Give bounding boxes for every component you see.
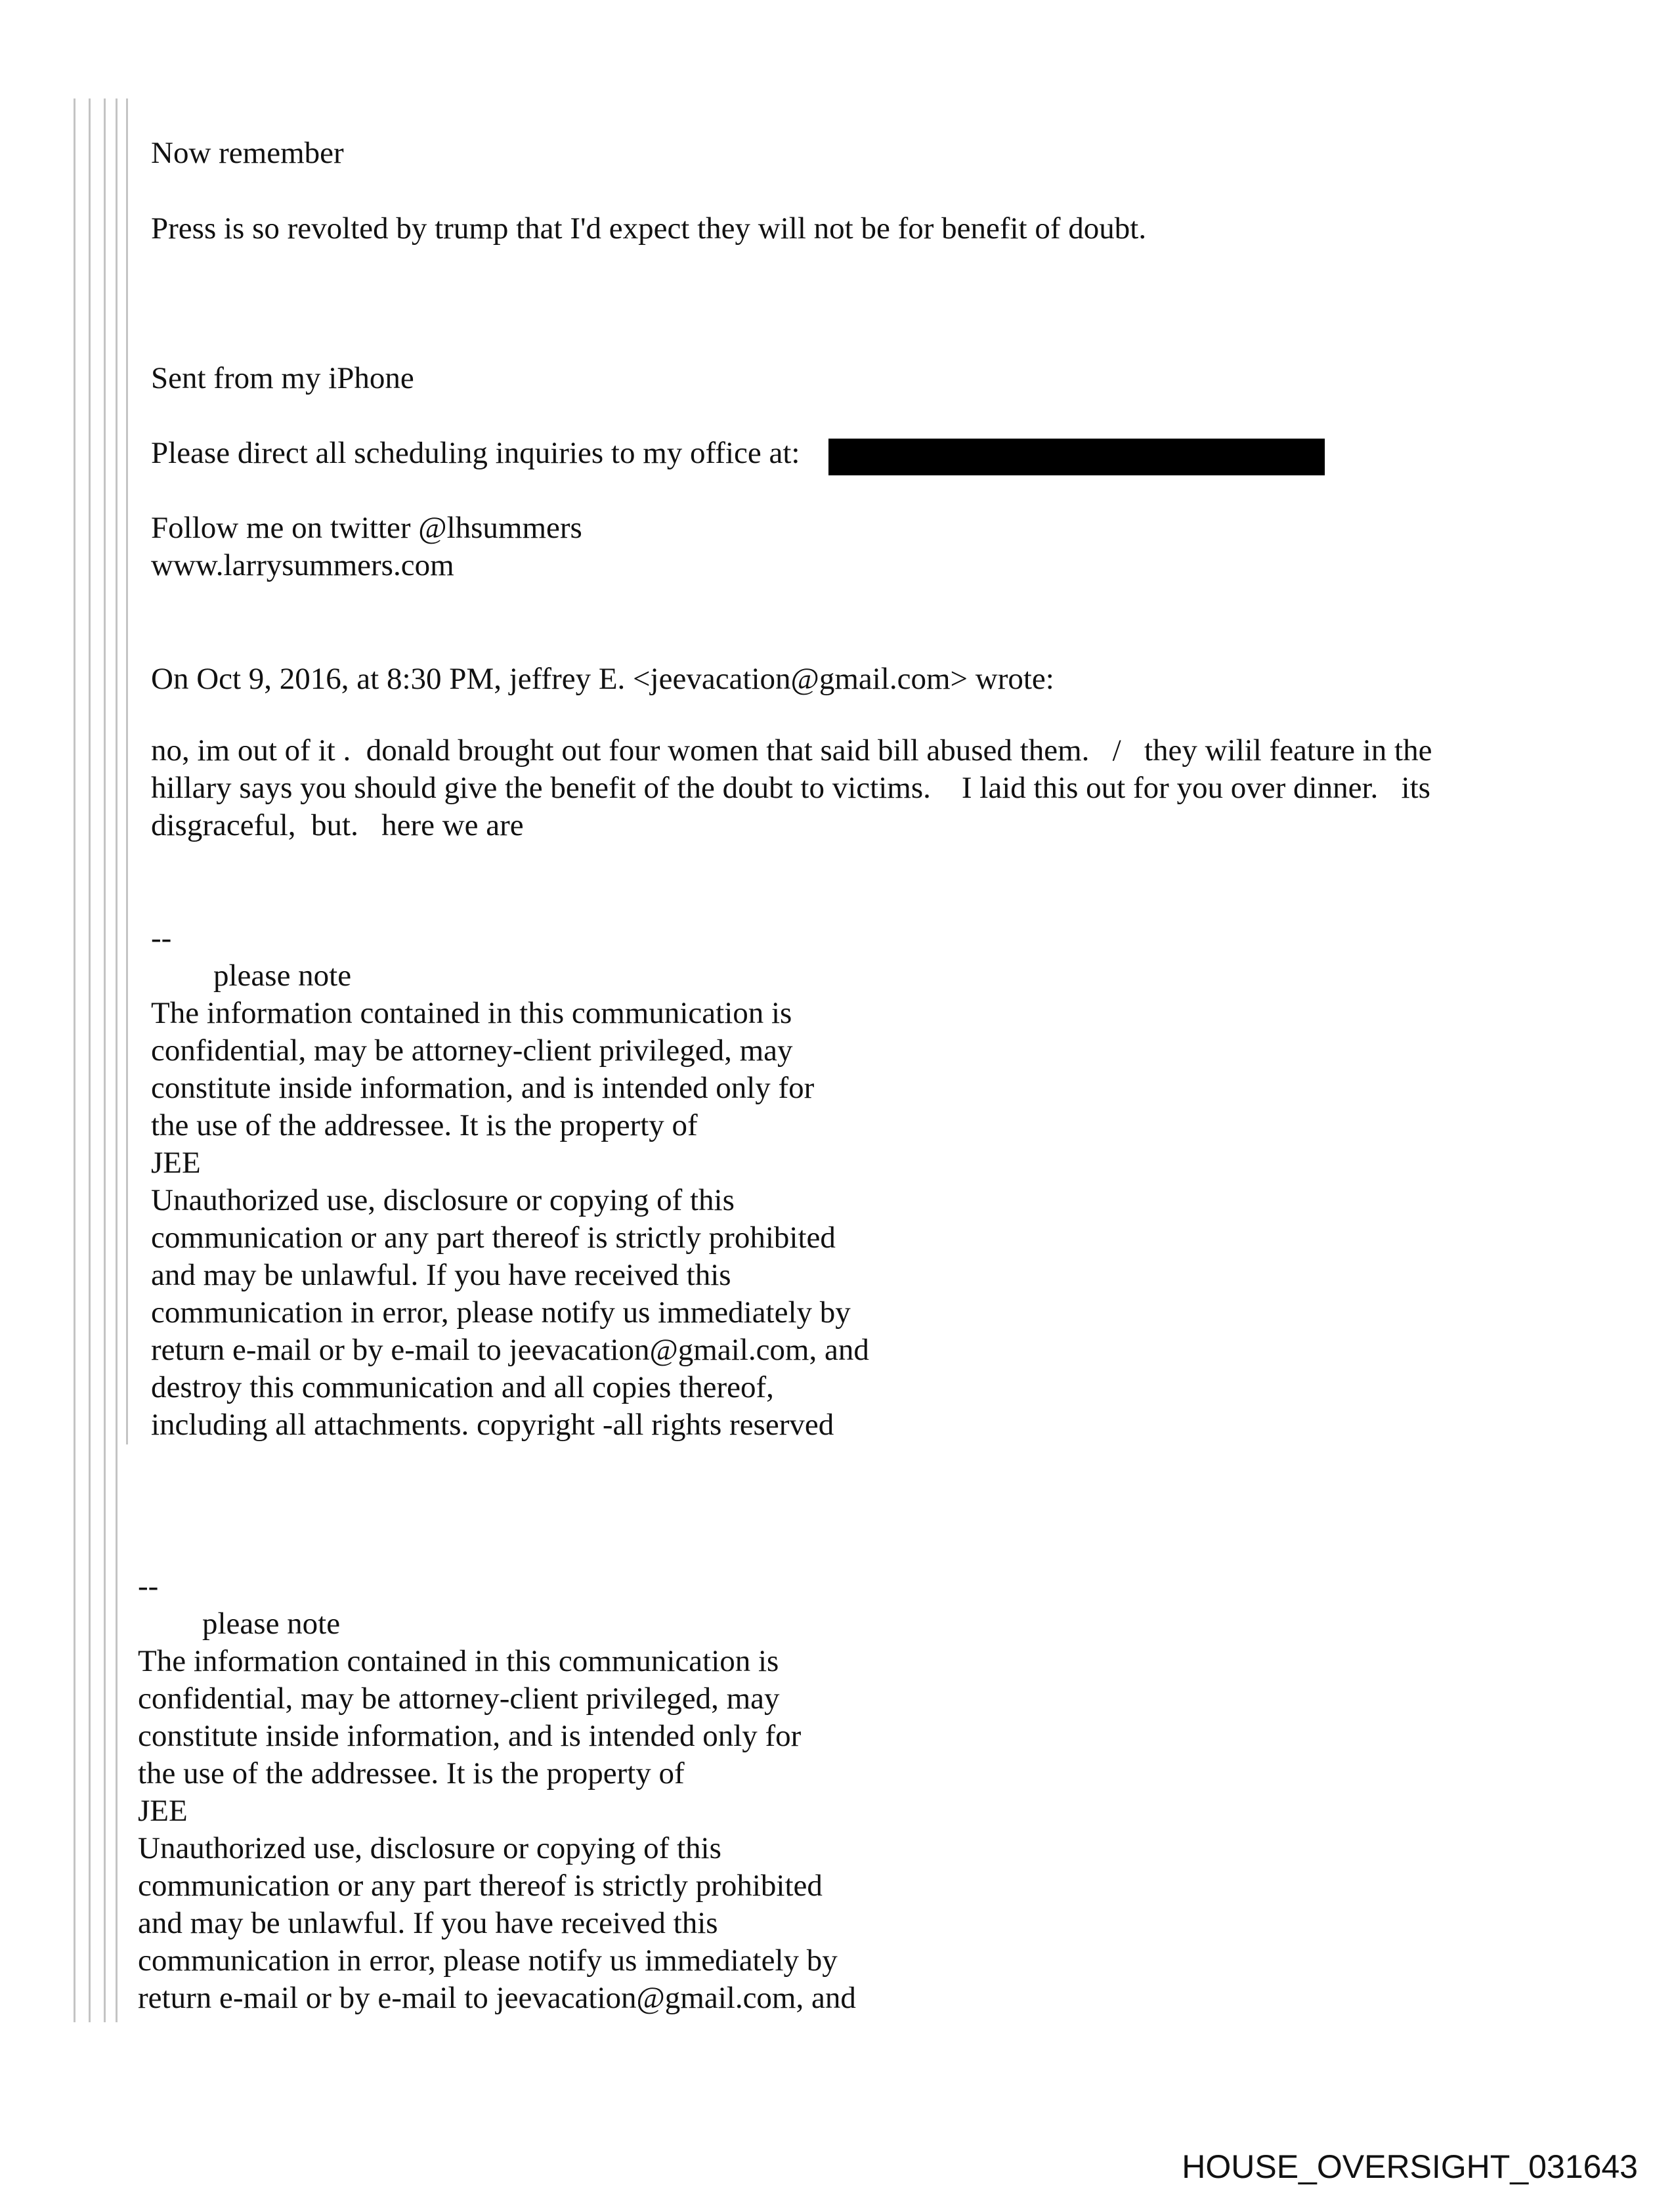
disclaimer-line: and may be unlawful. If you have received this <box>138 1906 718 1940</box>
quote-bar <box>74 98 75 2022</box>
disclaimer-line: the use of the addressee. It is the property of <box>151 1108 698 1142</box>
disclaimer-line: return e-mail or by e-mail to jeevacation@gmail.com, and <box>138 1981 856 2015</box>
disclaimer-line: JEE <box>151 1146 201 1180</box>
website-line: www.larrysummers.com <box>151 548 454 582</box>
disclaimer-line: including all attachments. copyright -all rights reserved <box>151 1408 834 1442</box>
quoted-line: hillary says you should give the benefit of the doubt to victims. I laid this out for you over dinner. its <box>151 771 1430 805</box>
quoted-header: On Oct 9, 2016, at 8:30 PM, jeffrey E. <jeevacation@gmail.com> wrote: <box>151 662 1054 696</box>
redaction-bar <box>828 439 1325 475</box>
quote-bar <box>116 98 118 2022</box>
body-line: Press is so revolted by trump that I'd expect they will not be for benefit of doubt. <box>151 211 1147 246</box>
please-note-line: please note <box>213 959 352 993</box>
quoted-line: disgraceful, but. here we are <box>151 808 524 842</box>
disclaimer-line: communication or any part thereof is strictly prohibited <box>151 1221 836 1255</box>
scheduling-line: Please direct all scheduling inquiries to my office at: <box>151 436 800 470</box>
signature-dashes: -- <box>138 1569 159 1603</box>
disclaimer-line: communication in error, please notify us immediately by <box>151 1295 851 1330</box>
disclaimer-line: communication in error, please notify us immediately by <box>138 1943 838 1978</box>
disclaimer-line: constitute inside information, and is intended only for <box>138 1719 802 1753</box>
disclaimer-line: constitute inside information, and is intended only for <box>151 1071 815 1105</box>
bates-number: HOUSE_OVERSIGHT_031643 <box>1182 2148 1638 2185</box>
disclaimer-line: The information contained in this communication is <box>151 996 792 1030</box>
quote-bar <box>89 98 91 2022</box>
disclaimer-line: Unauthorized use, disclosure or copying of this <box>138 1831 721 1865</box>
disclaimer-line: and may be unlawful. If you have received this <box>151 1258 731 1292</box>
disclaimer-line: destroy this communication and all copies thereof, <box>151 1370 774 1404</box>
disclaimer-line: Unauthorized use, disclosure or copying of this <box>151 1183 735 1217</box>
disclaimer-line: JEE <box>138 1794 188 1828</box>
please-note-line: please note <box>202 1607 341 1641</box>
disclaimer-line: the use of the addressee. It is the property of <box>138 1756 685 1790</box>
signature-dashes: -- <box>151 921 172 955</box>
disclaimer-line: confidential, may be attorney-client privileged, may <box>138 1681 780 1716</box>
quote-bar <box>104 98 106 2022</box>
disclaimer-line: confidential, may be attorney-client privileged, may <box>151 1033 793 1068</box>
disclaimer-line: communication or any part thereof is strictly prohibited <box>138 1869 823 1903</box>
quoted-line: no, im out of it . donald brought out four women that said bill abused them. / they wilil feature in the <box>151 733 1432 768</box>
twitter-line: Follow me on twitter @lhsummers <box>151 511 582 545</box>
quote-bar <box>126 98 128 1444</box>
disclaimer-line: return e-mail or by e-mail to jeevacation@gmail.com, and <box>151 1333 869 1367</box>
sent-from-line: Sent from my iPhone <box>151 361 414 395</box>
opening-line: Now remember <box>151 136 344 170</box>
disclaimer-line: The information contained in this communication is <box>138 1644 779 1678</box>
